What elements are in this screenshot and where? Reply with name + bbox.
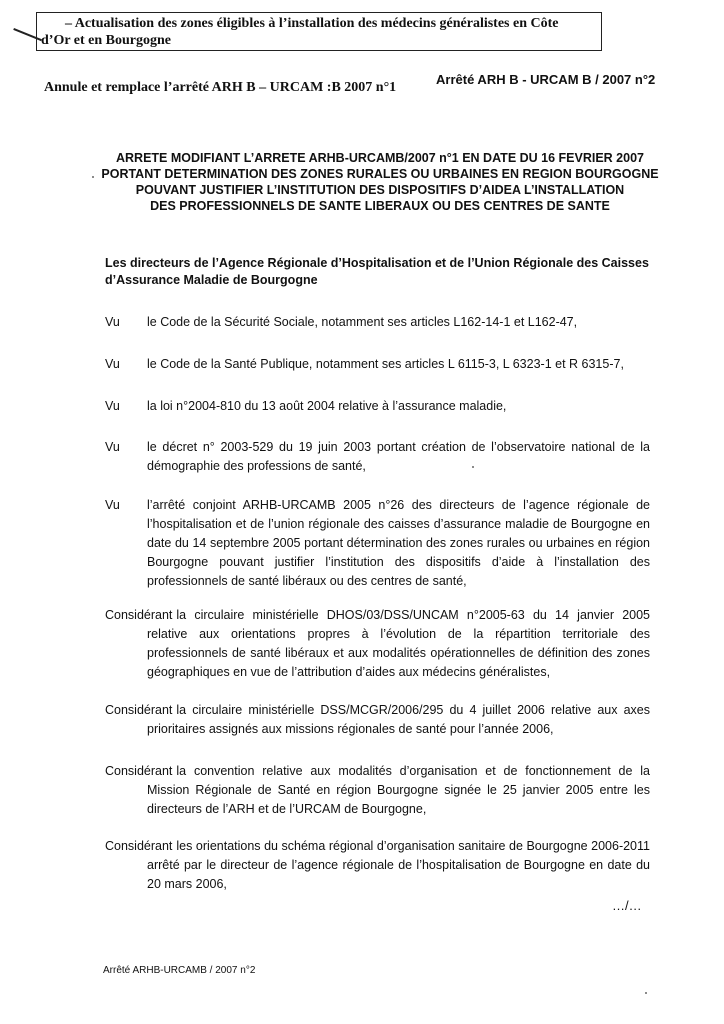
vu-label: Vu bbox=[105, 498, 120, 512]
scan-speck bbox=[472, 466, 474, 468]
vu-text: le décret n° 2003-529 du 19 juin 2003 portant création de l’observatoire national de la démographie des professions de santé, bbox=[147, 440, 650, 473]
arrete-title-line: DES PROFESSIONNELS DE SANTE LIBERAUX OU DES CENTRES DE SANTE bbox=[150, 199, 610, 213]
scan-speck bbox=[645, 992, 647, 994]
arrete-title-line: POUVANT JUSTIFIER L’INSTITUTION DES DISPOSITIFS D’AIDEA L’INSTALLATION bbox=[135, 183, 625, 197]
vu-item bbox=[105, 496, 650, 591]
continuation-mark: …/… bbox=[612, 898, 642, 913]
annule-remplace-text: Annule et remplace l’arrêté ARH B – URCAM :B 2007 n°1 bbox=[44, 80, 397, 95]
scan-speck bbox=[92, 176, 94, 178]
vu-label: Vu bbox=[105, 357, 120, 371]
vu-label: Vu bbox=[105, 315, 120, 329]
arrete-title-line: PORTANT DETERMINATION DES ZONES RURALES OU URBAINES EN REGION BOURGOGNE bbox=[101, 167, 659, 181]
subject-line-2: d’Or et en Bourgogne bbox=[41, 33, 172, 48]
vu-item bbox=[105, 438, 650, 476]
footer-reference: Arrêté ARHB-URCAMB / 2007 n°2 bbox=[103, 965, 256, 976]
vu-text: l’arrêté conjoint ARHB-URCAMB 2005 n°26 des directeurs de l’agence régionale de l’hospitalisation et de l’union régionale des caisses d’assurance maladie de Bourgogne en date du 14 septembre 2005 portant détermination des zones rurales ou urbaines en région Bourgogne pouvant justifier l’institution des dispositifs d’aide à l’installation des professionnels de santé libéraux ou des centres de santé, bbox=[147, 498, 650, 588]
subject-line-1: – Actualisation des zones éligibles à l’installation des médecins généralistes en Côte bbox=[65, 16, 559, 31]
subject-box-rule bbox=[36, 50, 602, 51]
arrete-reference: Arrêté ARH B - URCAM B / 2007 n°2 bbox=[436, 72, 656, 87]
vu-text: la loi n°2004-810 du 13 août 2004 relative à l’assurance maladie, bbox=[147, 399, 507, 413]
vu-text: le Code de la Sécurité Sociale, notamment ses articles L162-14-1 et L162-47, bbox=[147, 315, 578, 329]
vu-label: Vu bbox=[105, 399, 120, 413]
considerant-text: les orientations du schéma régional d’organisation sanitaire de Bourgogne 2006-2011 arrêté par le directeur de l’agence régionale de l’hospitalisation de Bourgogne en date du 20 mars 2006, bbox=[147, 839, 650, 891]
considerant-label: Considérant bbox=[105, 608, 173, 622]
vu-item bbox=[105, 355, 650, 374]
vu-label: Vu bbox=[105, 440, 120, 454]
considerant-item bbox=[105, 837, 650, 894]
vu-text: le Code de la Santé Publique, notamment ses articles L 6115-3, L 6323-1 et R 6315-7, bbox=[147, 357, 624, 371]
header-line bbox=[44, 72, 684, 96]
vu-item bbox=[105, 313, 650, 332]
arrete-title bbox=[100, 150, 660, 214]
considerant-label: Considérant bbox=[105, 703, 173, 717]
vu-item bbox=[105, 397, 650, 416]
considerant-item bbox=[105, 606, 650, 682]
directeurs-heading: Les directeurs de l’Agence Régionale d’Hospitalisation et de l’Union Régionale des Caisses d’Assurance Maladie de Bourgogne bbox=[105, 256, 649, 287]
considerant-text: la convention relative aux modalités d’organisation et de fonctionnement de la Mission Régionale de Santé en région Bourgogne signée le 25 janvier 2005 entre les directeurs de l’ARH et de l’URCAM de Bourgogne, bbox=[147, 764, 650, 816]
considerant-label: Considérant bbox=[105, 839, 173, 853]
considerant-item bbox=[105, 762, 650, 819]
considerant-item bbox=[105, 701, 650, 739]
arrete-title-line: ARRETE MODIFIANT L’ARRETE ARHB-URCAMB/2007 n°1 EN DATE DU 16 FEVRIER 2007 bbox=[116, 151, 644, 165]
considerant-label: Considérant bbox=[105, 764, 173, 778]
considerant-text: la circulaire ministérielle DSS/MCGR/2006/295 du 4 juillet 2006 relative aux axes prioritaires assignés aux missions régionales de santé pour l’année 2006, bbox=[147, 703, 650, 736]
considerant-text: la circulaire ministérielle DHOS/03/DSS/UNCAM n°2005-63 du 14 janvier 2005 relative aux orientations propres à l’évolution de la répartition territoriale des professionnels de santé libéraux et aux modalités opérationnelles de définition des zones géographiques en vue de l’attribution d’aides aux médecins généralistes, bbox=[147, 608, 650, 679]
document-subject-box bbox=[36, 12, 602, 50]
